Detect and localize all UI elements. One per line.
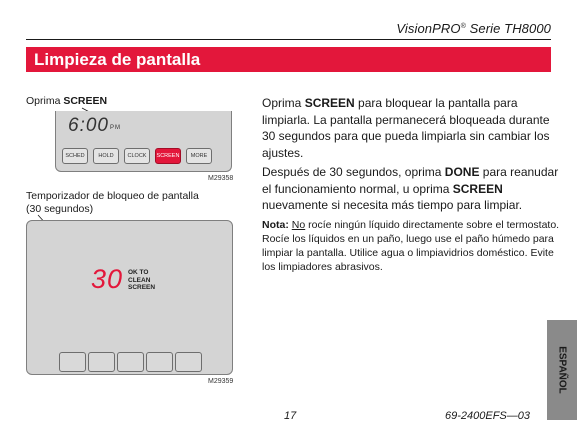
figure2-label-line1: Temporizador de bloqueo de pantalla: [26, 190, 199, 202]
more-button: MORE: [186, 148, 212, 164]
p2-text-c: nuevamente si necesita más tiempo para limpiar.: [262, 198, 523, 212]
series-name: Serie TH8000: [465, 21, 551, 36]
blank-button: [146, 352, 173, 372]
page-number: 17: [284, 410, 297, 422]
figure1-label-prefix: Oprima: [26, 95, 64, 107]
instruction-paragraph-1: [262, 95, 562, 161]
sched-button: SCHED: [62, 148, 88, 164]
clock-button: CLOCK: [124, 148, 150, 164]
blank-button: [88, 352, 115, 372]
product-name: VisionPRO: [396, 21, 461, 36]
time-display: [68, 115, 121, 137]
ok-line-3: SCREEN: [128, 284, 156, 291]
p2-text-a: Después de 30 segundos, oprima: [262, 165, 445, 179]
figure1-id: M29358: [208, 175, 234, 182]
ok-line-1: OK TO: [128, 269, 149, 276]
countdown-display: 30: [91, 264, 124, 294]
blank-button: [59, 352, 86, 372]
time-suffix: PM: [109, 125, 121, 131]
language-tab-label: ESPAÑOL: [556, 346, 568, 394]
registered-mark: ®: [460, 23, 466, 30]
note-label: Nota:: [262, 219, 289, 231]
screen-button: SCREEN: [155, 148, 181, 164]
note-paragraph: [262, 218, 562, 274]
figure2-label-line2: (30 segundos): [26, 203, 94, 215]
language-tab: [547, 320, 577, 420]
p2-bold-screen: SCREEN: [452, 181, 503, 196]
blank-button: [117, 352, 144, 372]
p1-text-a: Oprima: [262, 96, 305, 110]
p1-bold: SCREEN: [304, 96, 355, 110]
thermostat-buttons: [62, 148, 214, 164]
ok-line-2: CLEAN: [128, 276, 151, 284]
figure1-label-bold: SCREEN: [63, 95, 108, 107]
figure2-id: M29359: [208, 378, 234, 385]
figure2-label: [26, 190, 199, 216]
hold-button: HOLD: [93, 148, 119, 164]
blank-buttons: [59, 352, 204, 372]
time-value: 6:00: [68, 115, 109, 136]
ok-to-clean-text: [128, 269, 155, 292]
document-number: 69-2400EFS—03: [445, 410, 530, 422]
blank-button: [175, 352, 202, 372]
p1-text-b: para bloquear la pantalla para limpiarla. La pantalla permanecerá bloqueada durante 30 segundos para que pueda limpiarla sin cambiar los ajustes.: [262, 96, 550, 160]
note-text: rocíe ningún líquido directamente sobre el termostato. Rocíe los líquidos en un paño, luego use el paño húmedo para limpiar la pantalla. Utilice agua o limpiavidrios doméstico. Evite los limpiadores abrasivos.: [262, 219, 560, 273]
p2-bold-done: DONE: [444, 165, 480, 179]
section-title: Limpieza de pantalla: [26, 47, 551, 72]
p2-text-b: para reanudar el funcionamiento normal, u oprima: [262, 165, 559, 196]
instruction-paragraph-2: [262, 164, 562, 214]
note-no: No: [291, 219, 306, 231]
